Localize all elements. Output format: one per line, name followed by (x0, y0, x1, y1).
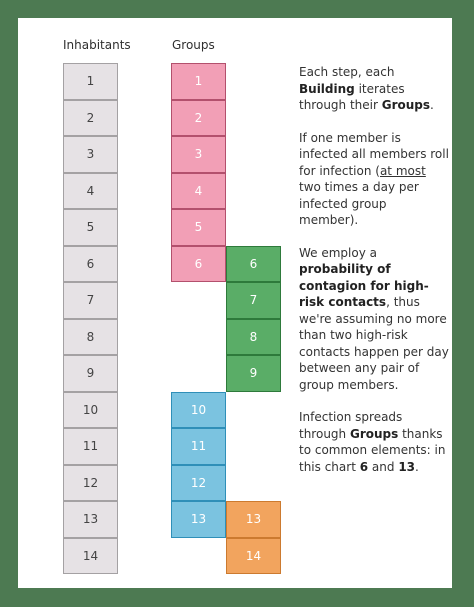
inhabitant-cell: 4 (63, 173, 118, 210)
inhabitant-cell: 5 (63, 209, 118, 246)
inhabitants-heading: Inhabitants (63, 38, 131, 52)
group-pink-member: 1 (171, 63, 226, 100)
description-paragraph-2: If one member is infected all members roll for infection (at most two times a day per infected group member). (299, 130, 449, 227)
group-pink-member: 3 (171, 136, 226, 173)
group-green-member: 8 (226, 319, 281, 356)
inhabitant-cell: 13 (63, 501, 118, 538)
description (299, 64, 449, 491)
inhabitant-cell: 7 (63, 282, 118, 319)
group-green-member: 9 (226, 355, 281, 392)
inhabitant-cell: 2 (63, 100, 118, 137)
diagram-card (18, 18, 452, 588)
group-blue-member: 11 (171, 428, 226, 465)
description-paragraph-4: Infection spreads through Groups thanks to common elements: in this chart 6 and 13. (299, 410, 446, 474)
group-pink-member: 4 (171, 173, 226, 210)
inhabitant-cell: 1 (63, 63, 118, 100)
group-pink-member: 2 (171, 100, 226, 137)
group-pink-member: 5 (171, 209, 226, 246)
description-paragraph-3: We employ a probability of contagion for high-risk contacts, thus we're assuming no more than two high-risk contacts happen per day between any pair of group members. (299, 245, 449, 392)
groups-heading: Groups (172, 38, 215, 52)
inhabitant-cell: 3 (63, 136, 118, 173)
description-paragraph-1: Each step, each Building iterates through their Groups. (299, 65, 434, 112)
group-green-member: 7 (226, 282, 281, 319)
inhabitant-cell: 9 (63, 355, 118, 392)
group-blue-member: 12 (171, 465, 226, 502)
group-blue-member: 10 (171, 392, 226, 429)
group-pink-member: 6 (171, 246, 226, 283)
inhabitant-cell: 6 (63, 246, 118, 283)
group-orange-member: 14 (226, 538, 281, 575)
inhabitant-cell: 10 (63, 392, 118, 429)
inhabitant-cell: 12 (63, 465, 118, 502)
group-green-member: 6 (226, 246, 281, 283)
inhabitant-cell: 14 (63, 538, 118, 575)
group-orange-member: 13 (226, 501, 281, 538)
inhabitant-cell: 8 (63, 319, 118, 356)
group-blue-member: 13 (171, 501, 226, 538)
inhabitant-cell: 11 (63, 428, 118, 465)
